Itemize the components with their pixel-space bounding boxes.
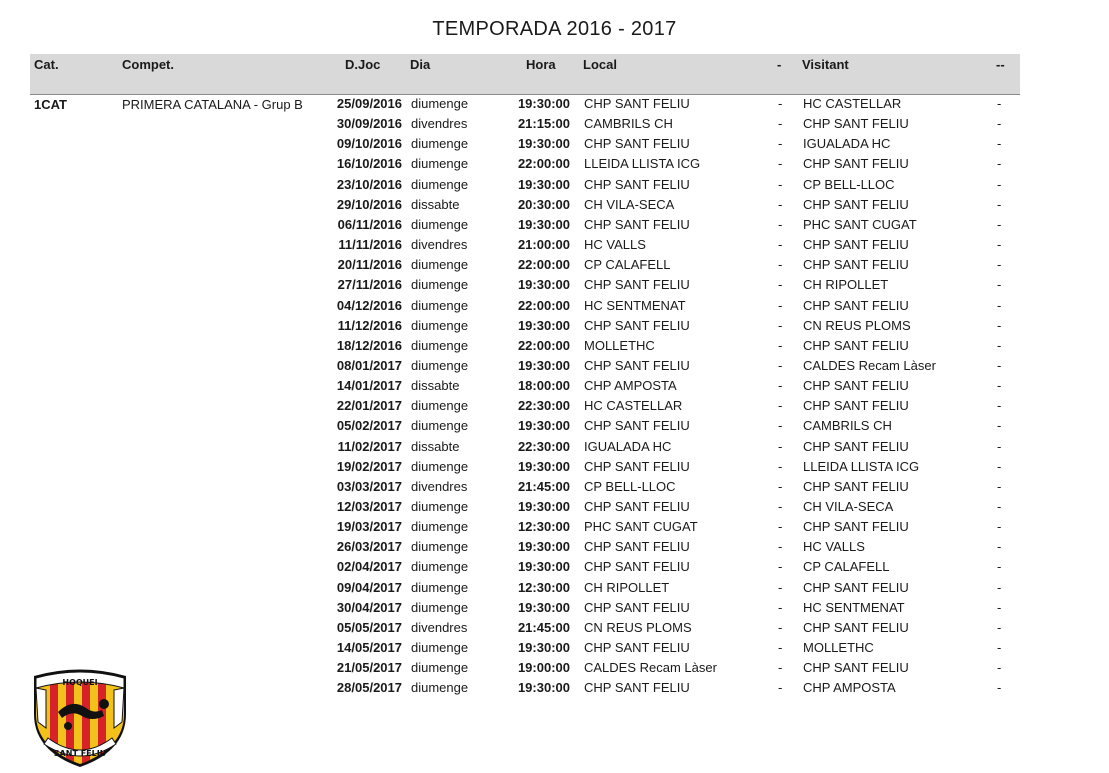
match-away: CHP SANT FELIU bbox=[803, 196, 909, 212]
match-time: 21:00:00 bbox=[517, 237, 570, 253]
match-home: CHP SANT FELIU bbox=[584, 539, 690, 555]
match-result: - bbox=[997, 660, 1002, 676]
col-hora: Hora bbox=[526, 57, 556, 72]
match-result: - bbox=[997, 136, 1002, 152]
match-date: 04/12/2016 bbox=[336, 297, 402, 313]
page-title: TEMPORADA 2016 - 2017 bbox=[432, 18, 677, 40]
match-result: - bbox=[997, 96, 1002, 111]
match-separator: - bbox=[778, 257, 783, 273]
match-date: 30/09/2016 bbox=[336, 116, 402, 132]
table-row bbox=[0, 598, 1109, 618]
match-result: - bbox=[997, 378, 1002, 394]
match-result: - bbox=[997, 599, 1002, 615]
match-time: 19:30:00 bbox=[517, 458, 570, 474]
match-result: - bbox=[997, 579, 1002, 595]
match-day: diumenge bbox=[411, 277, 469, 293]
match-day: diumenge bbox=[411, 640, 469, 656]
match-home: CP CALAFELL bbox=[584, 257, 671, 273]
match-date: 08/01/2017 bbox=[336, 357, 402, 373]
table-row bbox=[0, 477, 1109, 497]
match-day: diumenge bbox=[411, 136, 469, 152]
match-separator: - bbox=[778, 579, 783, 595]
match-away: CHP SANT FELIU bbox=[803, 398, 909, 414]
match-home: IGUALADA HC bbox=[584, 438, 672, 454]
match-away: CH VILA-SECA bbox=[803, 499, 894, 514]
match-result: - bbox=[997, 539, 1002, 555]
col-sep: - bbox=[777, 57, 782, 72]
match-day: diumenge bbox=[411, 519, 469, 535]
match-result: - bbox=[997, 357, 1002, 373]
match-day: diumenge bbox=[411, 660, 469, 676]
match-home: CHP SANT FELIU bbox=[584, 559, 690, 575]
table-row bbox=[0, 678, 1109, 698]
match-day: dissabte bbox=[411, 196, 460, 212]
match-separator: - bbox=[778, 277, 783, 293]
category-label: 1CAT bbox=[34, 97, 67, 112]
match-home: CHP AMPOSTA bbox=[584, 378, 677, 394]
table-header bbox=[30, 54, 1020, 95]
match-result: - bbox=[997, 337, 1002, 353]
match-time: 18:00:00 bbox=[517, 378, 570, 394]
table-row bbox=[0, 517, 1109, 537]
match-away: HC SENTMENAT bbox=[803, 599, 905, 615]
match-away: LLEIDA LLISTA ICG bbox=[803, 458, 920, 474]
match-date: 18/12/2016 bbox=[336, 337, 402, 353]
match-day: diumenge bbox=[411, 357, 469, 373]
match-result: - bbox=[997, 680, 1002, 696]
table-row bbox=[0, 356, 1109, 376]
match-separator: - bbox=[778, 438, 783, 454]
match-date: 20/11/2016 bbox=[337, 257, 402, 273]
match-home: CALDES Recam Làser bbox=[584, 660, 717, 676]
match-away: CH RIPOLLET bbox=[803, 277, 889, 293]
match-home: CHP SANT FELIU bbox=[584, 357, 690, 373]
match-home: CHP SANT FELIU bbox=[584, 458, 690, 474]
match-time: 19:30:00 bbox=[517, 216, 570, 232]
match-away: CAMBRILS CH bbox=[803, 418, 892, 434]
match-home: CHP SANT FELIU bbox=[584, 680, 690, 696]
match-separator: - bbox=[778, 660, 783, 676]
match-time: 22:00:00 bbox=[517, 337, 570, 353]
match-time: 21:45:00 bbox=[517, 619, 570, 635]
match-day: divendres bbox=[411, 116, 468, 132]
table-row bbox=[0, 416, 1109, 436]
match-away: MOLLETHC bbox=[803, 640, 874, 656]
match-away: CHP SANT FELIU bbox=[803, 519, 909, 535]
match-date: 22/01/2017 bbox=[336, 398, 402, 414]
match-date: 25/09/2016 bbox=[336, 96, 402, 111]
match-home: PHC SANT CUGAT bbox=[584, 519, 698, 535]
match-home: CHP SANT FELIU bbox=[584, 499, 690, 514]
match-result: - bbox=[997, 176, 1002, 192]
match-time: 22:30:00 bbox=[517, 438, 570, 454]
match-time: 19:30:00 bbox=[517, 96, 570, 111]
match-home: CHP SANT FELIU bbox=[584, 277, 690, 293]
match-time: 19:30:00 bbox=[517, 680, 570, 696]
table-row bbox=[0, 578, 1109, 598]
svg-text:SANT FELIU: SANT FELIU bbox=[53, 749, 107, 758]
match-day: dissabte bbox=[411, 438, 460, 454]
match-result: - bbox=[997, 640, 1002, 656]
match-result: - bbox=[997, 116, 1002, 132]
match-date: 11/02/2017 bbox=[337, 438, 402, 454]
match-away: CHP SANT FELIU bbox=[803, 257, 909, 273]
match-day: diumenge bbox=[411, 398, 469, 414]
match-separator: - bbox=[778, 116, 783, 132]
match-time: 19:00:00 bbox=[517, 660, 570, 676]
match-result: - bbox=[997, 398, 1002, 414]
table-row bbox=[0, 316, 1109, 336]
match-time: 22:00:00 bbox=[517, 257, 570, 273]
match-date: 14/05/2017 bbox=[336, 640, 402, 656]
match-day: diumenge bbox=[411, 297, 469, 313]
match-home: CH RIPOLLET bbox=[584, 579, 670, 595]
match-separator: - bbox=[778, 478, 783, 494]
match-home: CHP SANT FELIU bbox=[584, 136, 690, 152]
match-separator: - bbox=[778, 559, 783, 575]
table-row bbox=[0, 154, 1109, 174]
match-day: divendres bbox=[411, 478, 468, 494]
table-row bbox=[0, 396, 1109, 416]
match-result: - bbox=[997, 156, 1002, 172]
table-row bbox=[0, 275, 1109, 295]
match-away: CP BELL-LLOC bbox=[803, 176, 895, 192]
match-result: - bbox=[997, 458, 1002, 474]
match-day: divendres bbox=[411, 237, 468, 253]
match-day: diumenge bbox=[411, 559, 469, 575]
match-date: 02/04/2017 bbox=[336, 559, 402, 575]
match-away: CHP SANT FELIU bbox=[803, 116, 909, 132]
table-row bbox=[0, 497, 1109, 517]
match-time: 19:30:00 bbox=[517, 176, 570, 192]
match-time: 19:30:00 bbox=[517, 640, 570, 656]
match-separator: - bbox=[778, 458, 783, 474]
match-home: CAMBRILS CH bbox=[584, 116, 673, 132]
match-day: diumenge bbox=[411, 599, 469, 615]
match-home: CH VILA-SECA bbox=[584, 196, 675, 212]
table-row bbox=[0, 618, 1109, 638]
match-time: 21:45:00 bbox=[517, 478, 570, 494]
match-away: CHP SANT FELIU bbox=[803, 237, 909, 253]
match-time: 19:30:00 bbox=[517, 418, 570, 434]
match-separator: - bbox=[778, 357, 783, 373]
table-row bbox=[0, 457, 1109, 477]
match-result: - bbox=[997, 619, 1002, 635]
match-time: 20:30:00 bbox=[517, 196, 570, 212]
col-djoc: D.Joc bbox=[345, 57, 381, 72]
match-result: - bbox=[997, 216, 1002, 232]
match-separator: - bbox=[778, 378, 783, 394]
match-day: diumenge bbox=[411, 317, 469, 333]
table-row bbox=[0, 437, 1109, 457]
match-away: CHP SANT FELIU bbox=[803, 660, 909, 676]
col-cat: Cat. bbox=[34, 57, 59, 72]
match-date: 16/10/2016 bbox=[336, 156, 402, 172]
match-separator: - bbox=[778, 519, 783, 535]
match-separator: - bbox=[778, 136, 783, 152]
match-home: CN REUS PLOMS bbox=[584, 619, 692, 635]
match-result: - bbox=[997, 519, 1002, 535]
match-result: - bbox=[997, 237, 1002, 253]
match-time: 19:30:00 bbox=[517, 357, 570, 373]
table-row bbox=[0, 336, 1109, 356]
match-time: 22:30:00 bbox=[517, 398, 570, 414]
match-time: 19:30:00 bbox=[517, 499, 570, 514]
match-day: divendres bbox=[411, 619, 468, 635]
match-result: - bbox=[997, 297, 1002, 313]
match-date: 06/11/2016 bbox=[337, 216, 402, 232]
table-row bbox=[0, 215, 1109, 235]
match-away: CHP SANT FELIU bbox=[803, 478, 909, 494]
match-separator: - bbox=[778, 176, 783, 192]
match-date: 27/11/2016 bbox=[337, 277, 402, 293]
match-result: - bbox=[997, 418, 1002, 434]
match-away: CHP SANT FELIU bbox=[803, 378, 909, 394]
match-time: 22:00:00 bbox=[517, 156, 570, 172]
match-result: - bbox=[997, 317, 1002, 333]
table-row bbox=[0, 296, 1109, 316]
match-separator: - bbox=[778, 96, 783, 111]
match-home: HC SENTMENAT bbox=[584, 297, 686, 313]
match-date: 05/02/2017 bbox=[336, 418, 402, 434]
competition-label: PRIMERA CATALANA - Grup B bbox=[122, 97, 303, 112]
match-away: CHP SANT FELIU bbox=[803, 156, 909, 172]
match-date: 09/04/2017 bbox=[336, 579, 402, 595]
col-compet: Compet. bbox=[122, 57, 174, 72]
match-away: CALDES Recam Làser bbox=[803, 357, 936, 373]
match-date: 23/10/2016 bbox=[336, 176, 402, 192]
match-result: - bbox=[997, 196, 1002, 212]
match-separator: - bbox=[778, 237, 783, 253]
match-home: CHP SANT FELIU bbox=[584, 640, 690, 656]
match-away: HC CASTELLAR bbox=[803, 96, 902, 111]
match-date: 14/01/2017 bbox=[336, 378, 402, 394]
match-separator: - bbox=[778, 499, 783, 514]
match-separator: - bbox=[778, 196, 783, 212]
match-separator: - bbox=[778, 398, 783, 414]
match-time: 21:15:00 bbox=[517, 116, 570, 132]
col-result: -- bbox=[996, 57, 1005, 72]
match-away: CP CALAFELL bbox=[803, 559, 890, 575]
match-date: 19/02/2017 bbox=[336, 458, 402, 474]
match-home: CHP SANT FELIU bbox=[584, 216, 690, 232]
match-day: diumenge bbox=[411, 96, 469, 111]
match-day: diumenge bbox=[411, 257, 469, 273]
table-row bbox=[0, 537, 1109, 557]
match-date: 12/03/2017 bbox=[336, 499, 402, 514]
match-separator: - bbox=[778, 539, 783, 555]
match-away: CHP SANT FELIU bbox=[803, 297, 909, 313]
match-separator: - bbox=[778, 337, 783, 353]
match-date: 03/03/2017 bbox=[336, 478, 402, 494]
match-away: PHC SANT CUGAT bbox=[803, 216, 917, 232]
match-day: diumenge bbox=[411, 418, 469, 434]
match-away: CHP SANT FELIU bbox=[803, 619, 909, 635]
match-separator: - bbox=[778, 297, 783, 313]
match-separator: - bbox=[778, 680, 783, 696]
match-time: 12:30:00 bbox=[517, 519, 570, 535]
match-away: HC VALLS bbox=[803, 539, 865, 555]
match-away: IGUALADA HC bbox=[803, 136, 891, 152]
table-row bbox=[0, 175, 1109, 195]
match-away: CHP AMPOSTA bbox=[803, 680, 896, 696]
match-home: CP BELL-LLOC bbox=[584, 478, 676, 494]
match-date: 11/12/2016 bbox=[337, 317, 402, 333]
match-home: CHP SANT FELIU bbox=[584, 599, 690, 615]
match-time: 19:30:00 bbox=[517, 539, 570, 555]
match-day: diumenge bbox=[411, 579, 469, 595]
match-date: 29/10/2016 bbox=[336, 196, 402, 212]
match-home: HC CASTELLAR bbox=[584, 398, 683, 414]
match-away: CN REUS PLOMS bbox=[803, 317, 911, 333]
table-row bbox=[0, 658, 1109, 678]
match-result: - bbox=[997, 277, 1002, 293]
match-day: diumenge bbox=[411, 458, 469, 474]
match-home: CHP SANT FELIU bbox=[584, 176, 690, 192]
match-separator: - bbox=[778, 156, 783, 172]
match-away: CHP SANT FELIU bbox=[803, 438, 909, 454]
match-result: - bbox=[997, 559, 1002, 575]
match-result: - bbox=[997, 438, 1002, 454]
match-separator: - bbox=[778, 619, 783, 635]
match-date: 21/05/2017 bbox=[336, 660, 402, 676]
match-separator: - bbox=[778, 599, 783, 615]
match-home: CHP SANT FELIU bbox=[584, 418, 690, 434]
table-row bbox=[0, 235, 1109, 255]
table-row bbox=[0, 195, 1109, 215]
match-day: diumenge bbox=[411, 176, 469, 192]
match-time: 19:30:00 bbox=[517, 317, 570, 333]
match-day: dissabte bbox=[411, 378, 460, 394]
match-time: 22:00:00 bbox=[517, 297, 570, 313]
match-away: CHP SANT FELIU bbox=[803, 337, 909, 353]
match-day: diumenge bbox=[411, 680, 469, 696]
match-date: 30/04/2017 bbox=[336, 599, 402, 615]
match-time: 19:30:00 bbox=[517, 559, 570, 575]
match-day: diumenge bbox=[411, 156, 469, 172]
match-away: CHP SANT FELIU bbox=[803, 579, 909, 595]
match-home: HC VALLS bbox=[584, 237, 646, 253]
match-time: 19:30:00 bbox=[517, 277, 570, 293]
table-row bbox=[0, 255, 1109, 275]
club-crest-icon bbox=[28, 664, 132, 768]
svg-text:HOQUEI: HOQUEI bbox=[62, 678, 98, 687]
match-day: diumenge bbox=[411, 337, 469, 353]
match-home: CHP SANT FELIU bbox=[584, 96, 690, 111]
match-date: 19/03/2017 bbox=[336, 519, 402, 535]
table-row bbox=[0, 114, 1109, 134]
match-time: 19:30:00 bbox=[517, 136, 570, 152]
match-separator: - bbox=[778, 640, 783, 656]
match-result: - bbox=[997, 499, 1002, 514]
match-date: 28/05/2017 bbox=[336, 680, 402, 696]
table-row bbox=[0, 376, 1109, 396]
col-visitant: Visitant bbox=[802, 57, 849, 72]
match-day: diumenge bbox=[411, 216, 469, 232]
match-home: CHP SANT FELIU bbox=[584, 317, 690, 333]
col-dia: Dia bbox=[410, 57, 431, 72]
match-time: 12:30:00 bbox=[517, 579, 570, 595]
match-date: 09/10/2016 bbox=[336, 136, 402, 152]
table-row bbox=[0, 638, 1109, 658]
match-home: MOLLETHC bbox=[584, 337, 655, 353]
match-date: 05/05/2017 bbox=[336, 619, 402, 635]
match-separator: - bbox=[778, 418, 783, 434]
match-result: - bbox=[997, 478, 1002, 494]
match-separator: - bbox=[778, 216, 783, 232]
col-local: Local bbox=[583, 57, 617, 72]
table-row bbox=[0, 557, 1109, 577]
table-row bbox=[0, 134, 1109, 154]
match-separator: - bbox=[778, 317, 783, 333]
match-day: diumenge bbox=[411, 499, 469, 514]
match-result: - bbox=[997, 257, 1002, 273]
match-time: 19:30:00 bbox=[517, 599, 570, 615]
table-row bbox=[0, 94, 1109, 114]
match-date: 26/03/2017 bbox=[336, 539, 402, 555]
match-day: diumenge bbox=[411, 539, 469, 555]
match-home: LLEIDA LLISTA ICG bbox=[584, 156, 701, 172]
match-date: 11/11/2016 bbox=[338, 237, 402, 253]
